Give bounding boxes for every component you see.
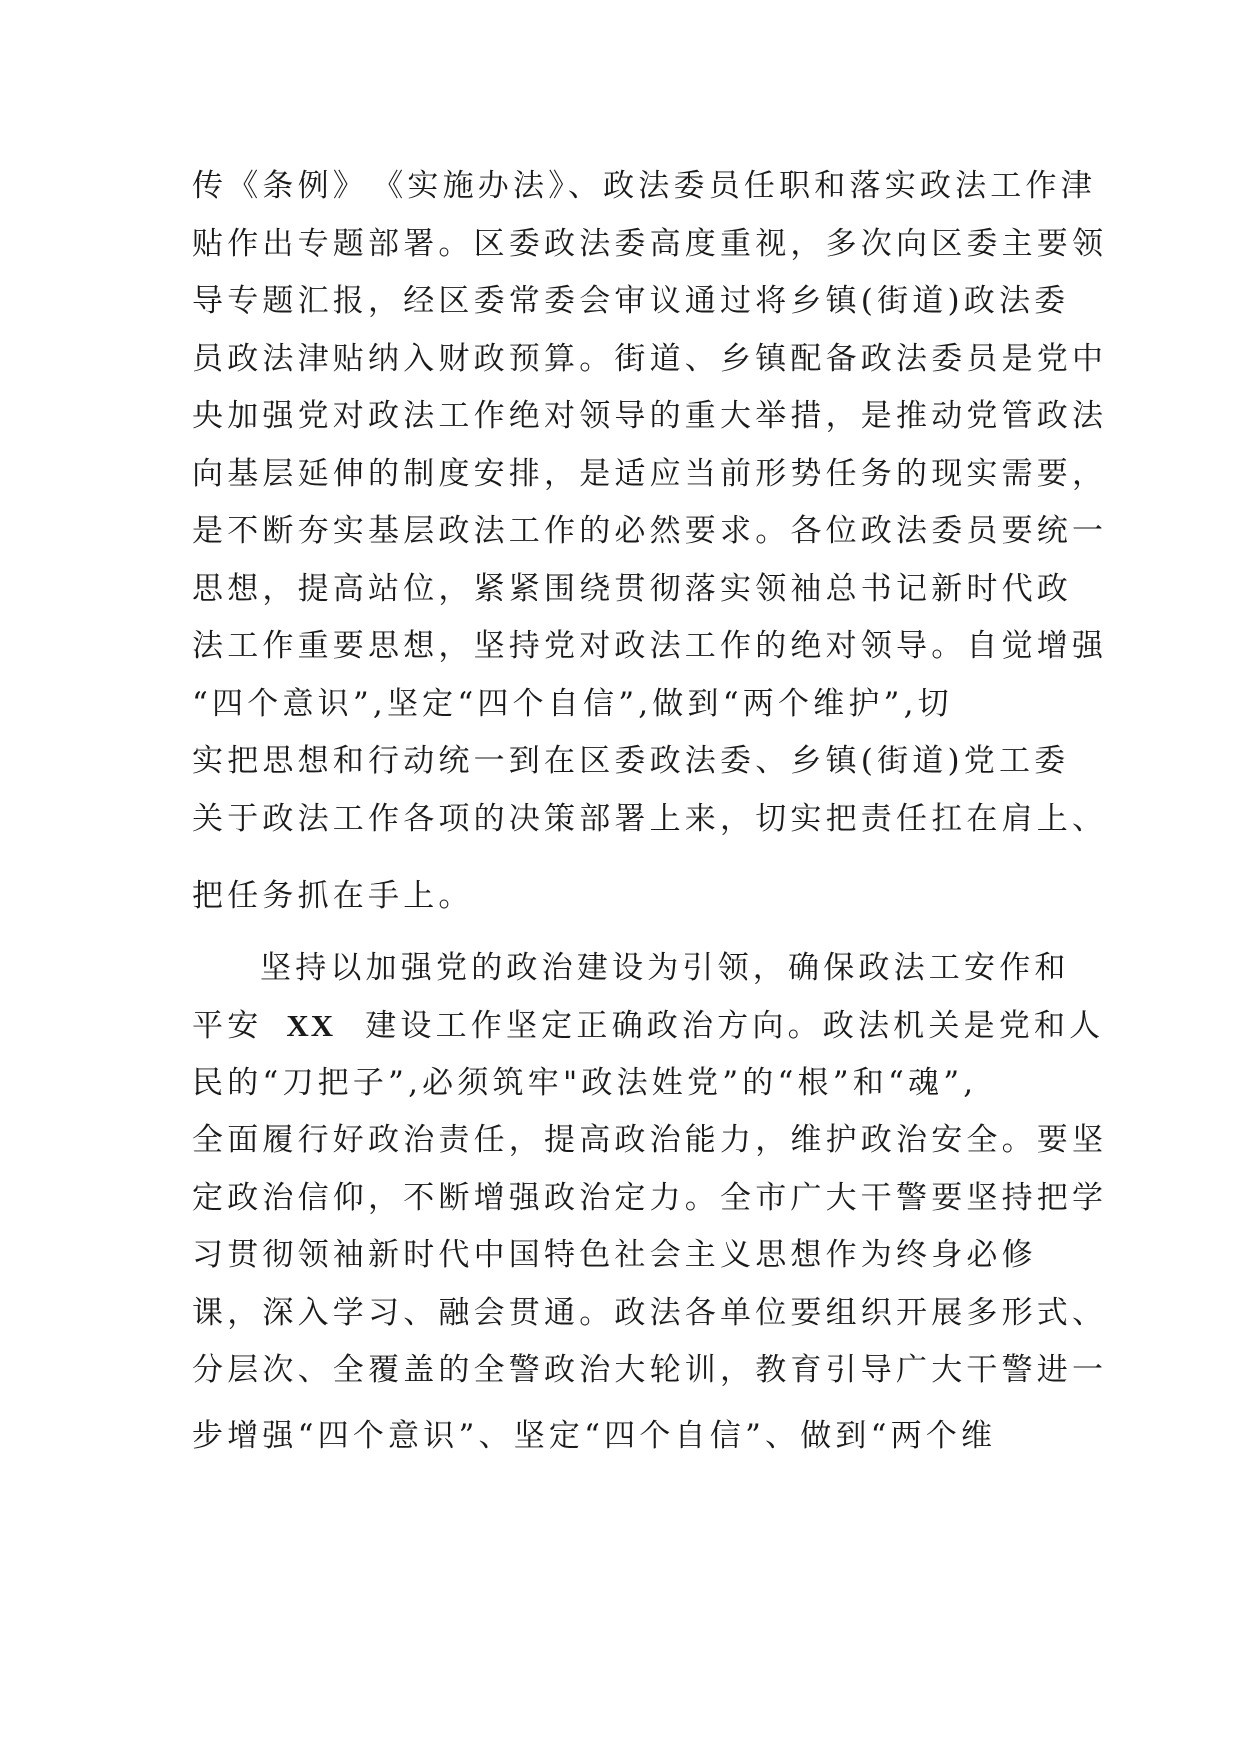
text-line: 传《条例》 《实施办法》、政法委员任职和落实政法工作津 bbox=[192, 168, 1096, 204]
text-line: 是不断夯实基层政法工作的必然要求。各位政法委员要统一 bbox=[192, 513, 1108, 549]
text-line: 定政治信仰，不断增强政治定力。全市广大干警要坚持把学 bbox=[192, 1179, 1108, 1216]
text-line: 向基层延伸的制度安排，是适应当前形势任务的现实需要， bbox=[192, 455, 1108, 492]
text-line: “四个意识”,坚定“四个自信”,做到“两个维护”,切 bbox=[192, 685, 953, 722]
text-line: 贴作出专题部署。区委政法委高度重视，多次向区委主要领 bbox=[192, 225, 1108, 262]
text-line: 实把思想和行动统一到在区委政法委、乡镇(街道)党工委 bbox=[192, 743, 1070, 779]
text-line: 导专题汇报，经区委常委会审议通过将乡镇(街道)政法委 bbox=[192, 283, 1070, 319]
text-line: 全面履行好政治责任，提高政治能力，维护政治安全。要坚 bbox=[192, 1122, 1108, 1158]
line-prefix: 平安 bbox=[192, 1008, 263, 1044]
text-line: 关于政法工作各项的决策部署上来，切实把责任扛在肩上、 bbox=[192, 800, 1108, 837]
document-body bbox=[192, 158, 1108, 1465]
text-line: 思想，提高站位，紧紧围绕贯彻落实领袖总书记新时代政 bbox=[192, 570, 1072, 607]
text-line-with-placeholder bbox=[192, 997, 1105, 1055]
text-line: 员政法津贴纳入财政预算。街道、乡镇配备政法委员是党中 bbox=[192, 340, 1108, 377]
text-line: 民的“刀把子”,必须筑牢"政法姓党”的“根”和“魂”, bbox=[192, 1064, 978, 1101]
text-line: 央加强党对政法工作绝对领导的重大举措，是推动党管政法 bbox=[192, 398, 1108, 434]
text-line: 分层次、全覆盖的全警政治大轮训，教育引导广大干警进一 bbox=[192, 1352, 1108, 1388]
paragraph-first-line: 坚持以加强党的政治建设为引领，确保政法工安作和 bbox=[260, 949, 1070, 986]
text-line: 法工作重要思想，坚持党对政法工作的绝对领导。自觉增强 bbox=[192, 628, 1108, 664]
text-line: 把任务抓在手上。 bbox=[192, 878, 474, 914]
text-line: 习贯彻领袖新时代中国特色社会主义思想作为终身必修 bbox=[192, 1237, 1037, 1273]
text-line: 步增强“四个意识”、坚定“四个自信”、做到“两个维 bbox=[192, 1417, 997, 1454]
placeholder-name: XX bbox=[286, 1008, 336, 1043]
line-suffix: 建设工作坚定正确政治方向。政法机关是党和人 bbox=[365, 1008, 1105, 1044]
text-line: 课，深入学习、融会贯通。政法各单位要组织开展多形式、 bbox=[192, 1294, 1108, 1331]
